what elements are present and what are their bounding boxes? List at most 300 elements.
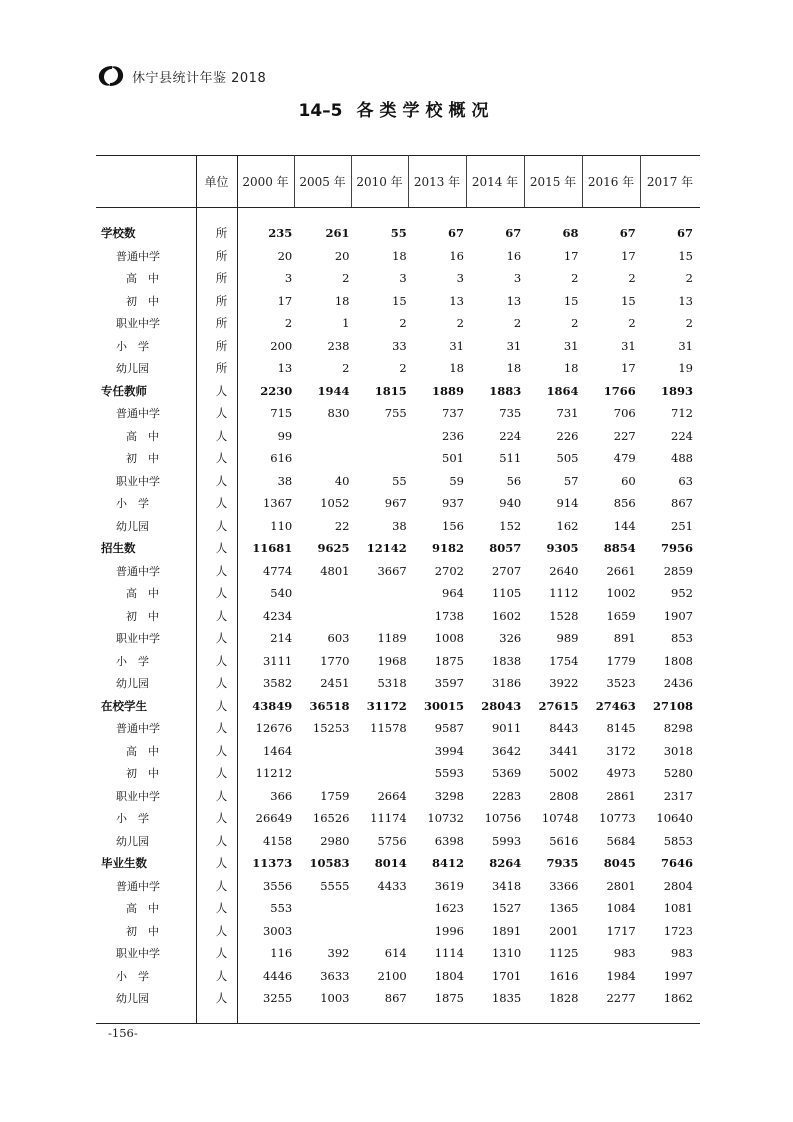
value-cell: 38: [392, 518, 407, 533]
unit-cell: 人: [215, 383, 228, 398]
value-cell: 12676: [255, 721, 293, 736]
value-cell: 2808: [549, 788, 579, 803]
value-cell: 7956: [660, 541, 693, 556]
value-cell: [299, 740, 356, 763]
value-cell: 3642: [491, 743, 522, 758]
value-cell: 2: [571, 316, 579, 331]
row-label: 普通中学: [116, 879, 160, 893]
table-row: [96, 942, 700, 965]
unit-cell: 所: [215, 338, 228, 353]
row-label: 初 中: [126, 767, 159, 781]
value-cell: 251: [671, 518, 693, 533]
value-cell: 3597: [434, 676, 464, 691]
value-cell: 9011: [491, 721, 522, 736]
value-cell: 983: [613, 946, 636, 961]
unit-cell: 人: [215, 856, 228, 871]
value-cell: 891: [613, 631, 636, 646]
value-cell: 60: [621, 473, 636, 488]
unit-cell: 人: [215, 991, 228, 1006]
value-cell: 31: [563, 338, 579, 353]
value-cell: 511: [499, 451, 522, 466]
value-cell: 853: [671, 631, 693, 646]
value-cell: [357, 740, 414, 763]
value-cell: 261: [325, 226, 350, 241]
value-cell: 55: [392, 473, 407, 488]
value-cell: 1105: [491, 586, 522, 601]
value-cell: 68: [562, 226, 579, 241]
table-row: [96, 492, 700, 515]
value-cell: 8145: [606, 721, 636, 736]
value-cell: 3922: [549, 676, 579, 691]
value-cell: 983: [671, 946, 693, 961]
value-cell: 214: [270, 631, 293, 646]
page-number: -156-: [108, 1026, 138, 1040]
value-cell: 1002: [606, 586, 636, 601]
value-cell: 11212: [255, 766, 293, 781]
value-cell: 3: [513, 271, 522, 286]
table-row: [96, 605, 700, 628]
value-cell: 1891: [491, 923, 522, 938]
row-label: 普通中学: [116, 407, 160, 421]
value-cell: 3366: [549, 878, 579, 893]
value-cell: 144: [613, 518, 636, 533]
table-row: [96, 582, 700, 605]
value-cell: 3018: [663, 743, 693, 758]
table-row: [96, 650, 700, 673]
value-cell: 15: [621, 293, 636, 308]
row-label: 高 中: [126, 744, 159, 758]
value-cell: 1804: [434, 968, 464, 983]
value-cell: 16526: [312, 811, 350, 826]
value-cell: 1125: [549, 946, 579, 961]
value-cell: 27463: [595, 698, 636, 713]
value-cell: 27108: [652, 698, 693, 713]
value-cell: 867: [671, 496, 693, 511]
table-row: [96, 335, 700, 358]
value-cell: 1717: [606, 923, 636, 938]
unit-cell: 人: [215, 586, 228, 601]
value-cell: 366: [270, 788, 293, 803]
value-cell: 11681: [252, 541, 293, 556]
value-cell: 6398: [434, 833, 464, 848]
value-cell: 2: [456, 316, 464, 331]
value-cell: 505: [556, 451, 579, 466]
value-cell: 1759: [320, 788, 350, 803]
row-label: 幼儿园: [116, 992, 149, 1006]
value-cell: 13: [449, 293, 464, 308]
value-cell: 43849: [252, 698, 293, 713]
value-cell: 614: [384, 946, 407, 961]
value-cell: 7646: [660, 856, 693, 871]
value-cell: 156: [442, 518, 464, 533]
value-cell: 40: [334, 473, 350, 488]
value-cell: 1602: [491, 608, 522, 623]
unit-cell: 人: [215, 923, 228, 938]
value-cell: [357, 605, 414, 628]
value-cell: 1766: [603, 383, 636, 398]
value-cell: 5756: [377, 833, 407, 848]
row-label: 小 学: [116, 497, 149, 511]
value-cell: 3003: [262, 923, 293, 938]
value-cell: 67: [676, 226, 693, 241]
value-cell: 63: [678, 473, 693, 488]
row-label: 小 学: [116, 969, 149, 983]
value-cell: 30015: [423, 698, 464, 713]
row-label: 幼儿园: [116, 362, 149, 376]
value-cell: 2: [513, 316, 522, 331]
value-cell: 13: [678, 293, 693, 308]
value-cell: [357, 447, 414, 470]
value-cell: [299, 447, 356, 470]
header-column-divider: [466, 155, 467, 207]
table-row: [96, 470, 700, 493]
table-row: [96, 852, 700, 875]
value-cell: 10732: [427, 811, 464, 826]
value-cell: 4774: [262, 563, 293, 578]
row-label: 初 中: [126, 294, 159, 308]
value-cell: 2: [399, 316, 407, 331]
value-cell: 867: [384, 991, 407, 1006]
table-row: [96, 920, 700, 943]
row-label: 初 中: [126, 609, 159, 623]
value-cell: 2702: [434, 563, 464, 578]
value-cell: 4801: [320, 563, 350, 578]
value-cell: 55: [390, 226, 407, 241]
value-cell: 8057: [489, 541, 522, 556]
value-cell: 3633: [320, 968, 350, 983]
value-cell: 735: [499, 406, 522, 421]
unit-cell: 人: [215, 968, 228, 983]
unit-cell: 人: [215, 811, 228, 826]
value-cell: 4973: [606, 766, 636, 781]
value-cell: 1464: [262, 743, 293, 758]
table-row: [96, 290, 700, 313]
value-cell: 5555: [320, 878, 350, 893]
value-cell: 2801: [606, 878, 636, 893]
value-cell: 2: [399, 361, 407, 376]
value-cell: 3255: [262, 991, 293, 1006]
value-cell: 1701: [491, 968, 522, 983]
value-cell: 12142: [366, 541, 407, 556]
row-label: 幼儿园: [116, 677, 149, 691]
value-cell: 9182: [431, 541, 464, 556]
bottom-rule: [96, 1023, 700, 1024]
value-cell: 1081: [663, 901, 693, 916]
table-row: [96, 695, 700, 718]
column-header-year: 2016 年: [587, 174, 635, 189]
row-label: 学校数: [101, 226, 136, 241]
value-cell: 36518: [309, 698, 350, 713]
value-cell: 11174: [370, 811, 407, 826]
value-cell: 11373: [252, 856, 293, 871]
column-header-year: 2014 年: [471, 174, 519, 189]
table-row: [96, 357, 700, 380]
value-cell: 15: [678, 248, 693, 263]
value-cell: 235: [268, 226, 293, 241]
row-label: 高 中: [126, 272, 159, 286]
value-cell: 10748: [541, 811, 579, 826]
table-number: 14–5: [298, 101, 343, 121]
table-row: [96, 222, 700, 245]
value-cell: 16: [506, 248, 522, 263]
row-label: 普通中学: [116, 249, 160, 263]
table-row: [96, 627, 700, 650]
column-header-unit: 单位: [204, 174, 229, 189]
value-cell: 67: [447, 226, 464, 241]
value-cell: 226: [556, 428, 579, 443]
value-cell: 2861: [606, 788, 636, 803]
value-cell: 18: [334, 293, 350, 308]
header-rule: [96, 207, 700, 208]
value-cell: 17: [621, 248, 636, 263]
value-cell: 3172: [606, 743, 636, 758]
table-row: [96, 762, 700, 785]
header-column-divider: [294, 155, 295, 207]
row-label: 高 中: [126, 587, 159, 601]
value-cell: 224: [671, 428, 693, 443]
value-cell: 1889: [431, 383, 464, 398]
value-cell: 5369: [491, 766, 522, 781]
row-label: 专任教师: [101, 383, 147, 398]
value-cell: 27615: [538, 698, 579, 713]
value-cell: 392: [327, 946, 350, 961]
page-title: [0, 96, 793, 121]
value-cell: 162: [556, 518, 579, 533]
value-cell: 9625: [317, 541, 350, 556]
value-cell: 4234: [262, 608, 293, 623]
unit-cell: 人: [215, 653, 228, 668]
unit-cell: 人: [215, 766, 228, 781]
value-cell: 2: [628, 271, 636, 286]
row-label: 在校学生: [101, 698, 147, 713]
value-cell: 5853: [663, 833, 693, 848]
value-cell: [299, 762, 356, 785]
unit-cell: 所: [215, 248, 228, 263]
value-cell: 1838: [491, 653, 522, 668]
header-column-divider: [351, 155, 352, 207]
unit-cell: 人: [215, 676, 228, 691]
table-row: [96, 447, 700, 470]
unit-cell: 人: [215, 428, 228, 443]
value-cell: 16: [449, 248, 464, 263]
row-label: 普通中学: [116, 564, 160, 578]
row-label: 高 中: [126, 429, 159, 443]
table-row: [96, 672, 700, 695]
value-cell: 616: [270, 451, 293, 466]
value-cell: 1754: [549, 653, 579, 668]
value-cell: 11578: [370, 721, 407, 736]
value-cell: 4433: [377, 878, 407, 893]
unit-cell: 所: [215, 293, 228, 308]
value-cell: [357, 582, 414, 605]
value-cell: 755: [384, 406, 407, 421]
value-cell: 2100: [377, 968, 407, 983]
value-cell: 2: [342, 271, 350, 286]
value-cell: 200: [270, 338, 293, 353]
row-label: 职业中学: [116, 789, 160, 803]
value-cell: 33: [392, 338, 407, 353]
unit-cell: 所: [215, 271, 228, 286]
header-column-divider: [640, 155, 641, 207]
value-cell: 67: [505, 226, 522, 241]
value-cell: 3523: [606, 676, 636, 691]
column-header-year: 2010 年: [356, 174, 403, 189]
value-cell: 3556: [262, 878, 293, 893]
value-cell: 2707: [491, 563, 522, 578]
unit-cell: 人: [215, 878, 228, 893]
value-cell: 712: [671, 406, 693, 421]
value-cell: 1114: [434, 946, 464, 961]
value-cell: 67: [619, 226, 636, 241]
unit-cell: 人: [215, 496, 228, 511]
value-cell: 1723: [663, 923, 693, 938]
value-cell: 1835: [491, 991, 522, 1006]
value-cell: 540: [270, 586, 293, 601]
unit-cell: 人: [215, 721, 228, 736]
table-row: [96, 965, 700, 988]
value-cell: 5993: [491, 833, 522, 848]
value-cell: 17: [621, 361, 636, 376]
value-cell: 59: [449, 473, 464, 488]
unit-cell: 人: [215, 451, 228, 466]
value-cell: 3: [399, 271, 407, 286]
value-cell: 940: [499, 496, 522, 511]
value-cell: 13: [277, 361, 293, 376]
value-cell: 8412: [431, 856, 464, 871]
value-cell: [357, 762, 414, 785]
value-cell: 236: [442, 428, 464, 443]
value-cell: 2: [685, 316, 693, 331]
value-cell: 9587: [434, 721, 464, 736]
value-cell: 1112: [549, 586, 579, 601]
value-cell: 1893: [660, 383, 693, 398]
value-cell: 2: [342, 361, 350, 376]
table-row: [96, 897, 700, 920]
value-cell: 3418: [491, 878, 522, 893]
value-cell: 227: [613, 428, 636, 443]
value-cell: 1779: [606, 653, 636, 668]
value-cell: 31: [506, 338, 522, 353]
value-cell: [299, 582, 356, 605]
value-cell: 5684: [606, 833, 636, 848]
unit-cell: 人: [215, 788, 228, 803]
value-cell: 3111: [262, 653, 293, 668]
row-label: 职业中学: [116, 317, 160, 331]
value-cell: 8298: [663, 721, 693, 736]
value-cell: 18: [392, 248, 407, 263]
value-cell: 19: [678, 361, 693, 376]
unit-cell: 人: [215, 563, 228, 578]
value-cell: 914: [556, 496, 579, 511]
value-cell: 8045: [603, 856, 636, 871]
value-cell: 18: [449, 361, 464, 376]
value-cell: 715: [270, 406, 293, 421]
row-label: 幼儿园: [116, 519, 149, 533]
value-cell: 15: [563, 293, 579, 308]
row-label: 小 学: [116, 812, 149, 826]
unit-cell: 所: [215, 361, 228, 376]
value-cell: 1659: [606, 608, 636, 623]
value-cell: 5593: [434, 766, 464, 781]
running-header: [96, 62, 266, 90]
row-label: 职业中学: [116, 947, 160, 961]
value-cell: 1623: [434, 901, 464, 916]
value-cell: 1770: [320, 653, 350, 668]
value-cell: 1808: [663, 653, 693, 668]
table-row: [96, 425, 700, 448]
header-column-divider: [582, 155, 583, 207]
value-cell: 20: [334, 248, 350, 263]
value-cell: [357, 897, 414, 920]
value-cell: 5616: [549, 833, 579, 848]
value-cell: 26649: [255, 811, 293, 826]
row-label: 初 中: [126, 452, 159, 466]
value-cell: 238: [327, 338, 350, 353]
value-cell: [299, 897, 356, 920]
value-cell: 116: [270, 946, 293, 961]
unit-cell: 人: [215, 406, 228, 421]
value-cell: 1003: [320, 991, 350, 1006]
row-label: 初 中: [126, 924, 159, 938]
value-cell: 28043: [481, 698, 522, 713]
value-cell: 3582: [262, 676, 293, 691]
value-cell: 2436: [663, 676, 693, 691]
value-cell: 1616: [549, 968, 579, 983]
value-cell: 967: [384, 496, 407, 511]
value-cell: 2230: [260, 383, 293, 398]
value-cell: 488: [671, 451, 693, 466]
value-cell: 1875: [434, 991, 464, 1006]
value-cell: 17: [277, 293, 293, 308]
value-cell: 603: [327, 631, 350, 646]
value-cell: 1997: [663, 968, 693, 983]
value-cell: 1883: [489, 383, 522, 398]
value-cell: 1008: [434, 631, 464, 646]
value-cell: 1528: [549, 608, 579, 623]
value-cell: 1984: [606, 968, 636, 983]
value-cell: 1828: [549, 991, 579, 1006]
value-cell: 8264: [489, 856, 522, 871]
row-label: 幼儿园: [116, 834, 149, 848]
table-row: [96, 402, 700, 425]
value-cell: 2: [685, 271, 693, 286]
value-cell: 3441: [549, 743, 579, 758]
table-row: [96, 515, 700, 538]
table-row: [96, 875, 700, 898]
value-cell: 1527: [491, 901, 522, 916]
column-header-year: 2013 年: [413, 174, 461, 189]
value-cell: 1738: [434, 608, 464, 623]
unit-cell: 人: [215, 946, 228, 961]
header-column-divider: [524, 155, 525, 207]
column-header-year: 2005 年: [299, 174, 346, 189]
value-cell: 1052: [320, 496, 350, 511]
value-cell: 501: [442, 451, 464, 466]
value-cell: 2640: [549, 563, 579, 578]
value-cell: 10583: [309, 856, 350, 871]
value-cell: 3619: [434, 878, 464, 893]
row-label: 小 学: [116, 654, 149, 668]
value-cell: 1996: [434, 923, 464, 938]
value-cell: 8443: [549, 721, 579, 736]
value-cell: 2451: [320, 676, 350, 691]
value-cell: 57: [563, 473, 579, 488]
value-cell: 1815: [374, 383, 407, 398]
table-row: [96, 560, 700, 583]
value-cell: 9305: [546, 541, 579, 556]
value-cell: 17: [563, 248, 579, 263]
unit-cell: 人: [215, 541, 228, 556]
